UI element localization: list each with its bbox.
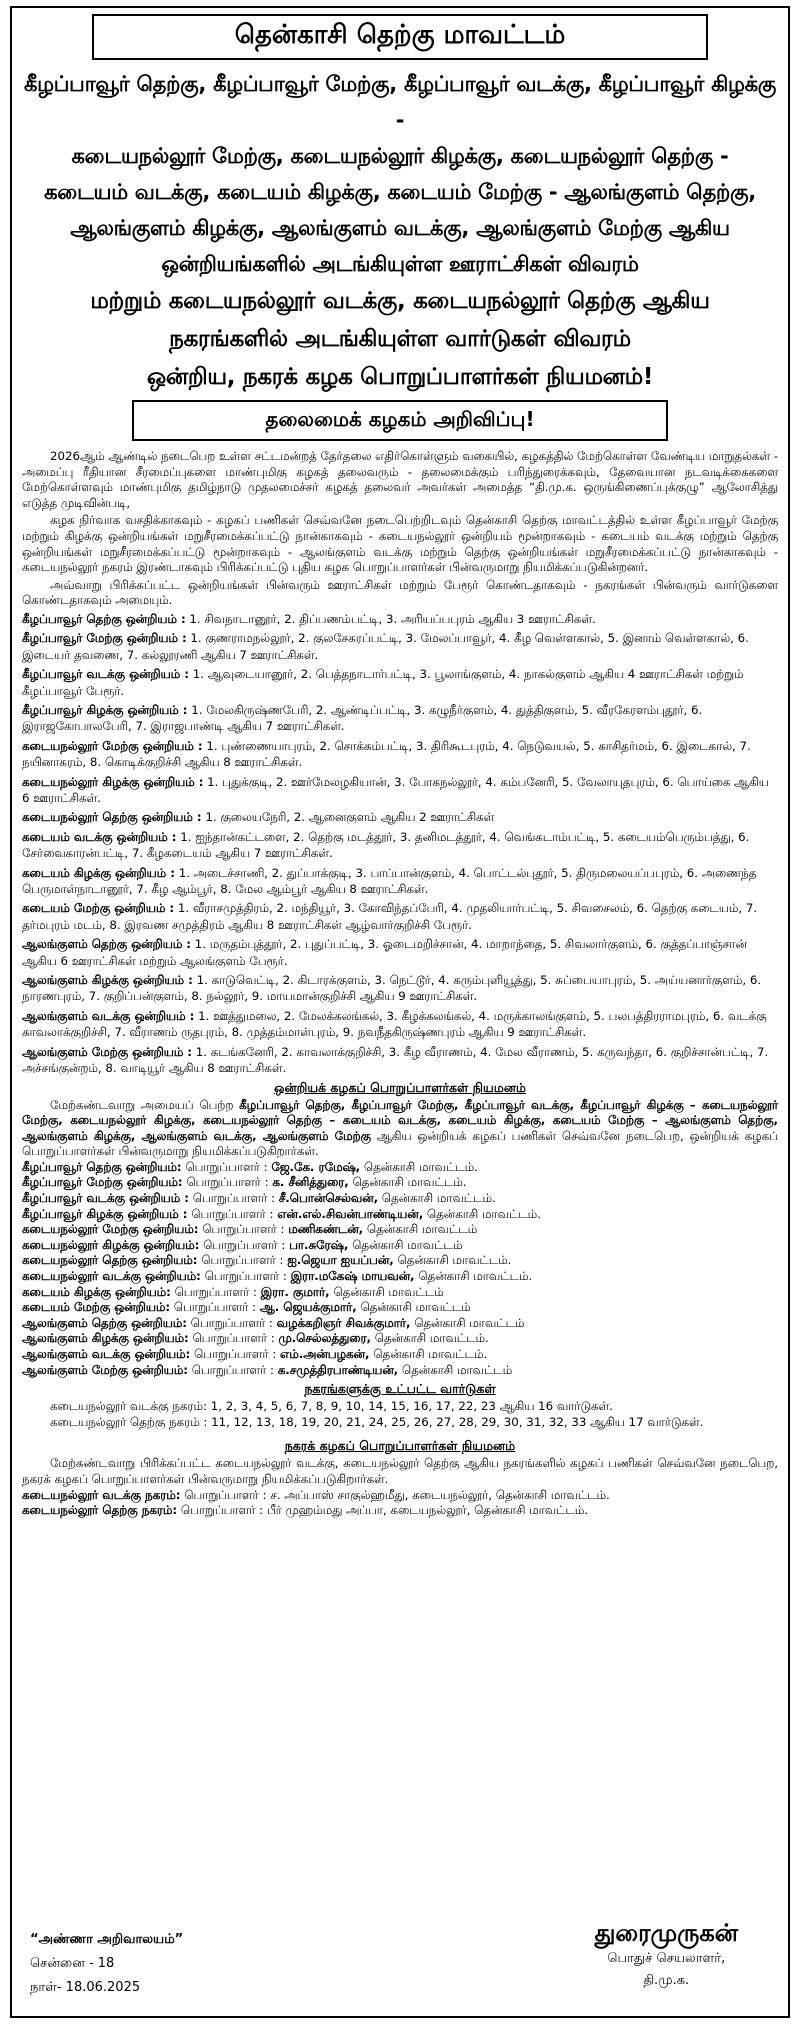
town-name: கடையநல்லூர் வடக்கு நகரம்: bbox=[22, 1487, 181, 1502]
appointment-role: பொறுப்பாளர் : bbox=[194, 1347, 277, 1361]
headline-line: கடையம் வடக்கு, கடையம் கிழக்கு, கடையம் மேற்கு - ஆலங்குளம் தெற்கு, bbox=[44, 180, 756, 204]
appointment-union: கீழப்பாவூர் கிழக்கு ஒன்றியம் : bbox=[22, 1206, 188, 1221]
union-villages: 1. குலையநேரி, 2. ஆனைகுளம் ஆகிய 2 ஊராட்சிகள் bbox=[201, 810, 495, 825]
appointment-union: கடையநல்லூர் கிழக்கு ஒன்றியம்: bbox=[22, 1237, 200, 1252]
appointment-person: ஐ.ஜெயா ஐயப்பன், bbox=[287, 1253, 394, 1268]
appointment-role: பொறுப்பாளர் : bbox=[173, 1300, 257, 1315]
appointment-row bbox=[22, 1175, 778, 1191]
wards-heading: நகரங்களுக்கு உட்பட்ட வார்டுகள் bbox=[304, 1381, 496, 1397]
appointment-row bbox=[22, 1285, 778, 1301]
appointment-person: சீ.பொன்செல்வன், bbox=[278, 1191, 379, 1206]
union-villages: 1. ஆவுடையானூர், 2. பெத்தநாடார்பட்டி, 3. பூலாங்குளம், 4. நாகல்குளம் ஆகிய 4 ஊராட்சிகள் மற்றும் கீழப்பாவூர் பேரூர். bbox=[22, 667, 744, 698]
union-entry bbox=[22, 630, 778, 663]
union-villages: 1. ஐந்தான்கட்டளை, 2. தெற்கு மடத்தூர், 3. தனிமடத்தூர், 4. வெங்கடாம்பட்டி, 5. கடையம்பெரும்பத்து, 6. சேர்வைகாரன்பட்டி, 7. கீழகடையம் ஆகிய 7 ஊராட்சிகள். bbox=[22, 829, 750, 861]
headline-line: ஒன்றியங்களில் அடங்கியுள்ள ஊராட்சிகள் விவரம் bbox=[161, 252, 639, 276]
appointment-person: மு.செல்லத்துரை, bbox=[278, 1331, 372, 1346]
union-name: ஆலங்குளம் கிழக்கு ஒன்றியம் : bbox=[22, 973, 193, 988]
appointment-district: தென்காசி மாவட்டம் bbox=[360, 1300, 471, 1315]
union-entry bbox=[22, 936, 778, 969]
appointment-district: தென்காசி மாவட்டம். bbox=[381, 1191, 496, 1206]
ward-line: கடையநல்லூர் தெற்கு நகரம் : 11, 12, 13, 18, 19, 20, 21, 24, 25, 26, 27, 28, 29, 30, 31, 32, 33 ஆகிய 17 வார்டுகள். bbox=[50, 1414, 704, 1429]
appointment-district: தென்காசி மாவட்டம். bbox=[374, 1331, 489, 1346]
appointment-union: ஆலங்குளம் வடக்கு ஒன்றியம்: bbox=[22, 1347, 191, 1361]
town-appointments-heading: நகரக் கழகப் பொறுப்பாளர்கள் நியமனம் bbox=[284, 1438, 516, 1454]
union-entry bbox=[22, 900, 778, 933]
union-name: ஆலங்குளம் வடக்கு ஒன்றியம் : bbox=[22, 1008, 195, 1023]
union-entry bbox=[22, 865, 778, 898]
intro-text: ஆகிய ஒன்றியக் கழகப் பணிகள் செவ்வனே நடைபெற, ஒன்றியக் கழகப் பொறுப்பாளர்கள் பின்வருமாறு நியமிக்கப்படுகிறார்கள். bbox=[22, 1128, 778, 1159]
appointment-row bbox=[22, 1347, 778, 1363]
footer bbox=[22, 1918, 778, 2010]
union-appointments-intro bbox=[22, 1098, 778, 1160]
appointment-row bbox=[22, 1316, 778, 1332]
union-villages: 1. கடங்கனேரி, 2. காவலாக்குறிச்சி, 3. கீழ வீராணம், 4. மேல வீராணம், 5. கருவந்தா, 6. குறிச்சான்பட்டி, 7. அச்சங்குன்றம், 8. வாடியூர் ஆகிய 8 ஊராட்சிகள். bbox=[22, 1044, 769, 1076]
headline-line: கீழப்பாவூர் தெற்கு, கீழப்பாவூர் மேற்கு, கீழப்பாவூர் வடக்கு, கீழப்பாவூர் கிழக்கு - bbox=[24, 72, 776, 132]
appointment-person: க.சமுத்திரபாண்டியன், bbox=[277, 1362, 399, 1377]
office-address bbox=[30, 1928, 183, 2000]
union-name: கீழப்பாவூர் மேற்கு ஒன்றியம் : bbox=[22, 631, 187, 646]
announcement-title: தலைமைக் கழகம் அறிவிப்பு! bbox=[132, 400, 668, 441]
headline-line: ஆலங்குளம் கிழக்கு, ஆலங்குளம் வடக்கு, ஆலங்குளம் மேற்கு ஆகிய bbox=[70, 216, 730, 240]
union-name: கடையம் மேற்கு ஒன்றியம் : bbox=[22, 901, 175, 916]
union-entry bbox=[22, 1044, 778, 1077]
town-appointee: பொறுப்பாளர் : பீர் முஹம்மது அப்பா, கடையநல்லூர், தென்காசி மாவட்டம். bbox=[177, 1503, 589, 1518]
appointment-row bbox=[22, 1363, 778, 1379]
appointment-union: கடையநல்லூர் மேற்கு ஒன்றியம்: bbox=[22, 1222, 199, 1237]
signatory-name: துரைமுருகன் bbox=[594, 1919, 738, 1947]
appointment-person: என்.எல்.சிவன்பாண்டியன், bbox=[277, 1206, 424, 1221]
appointment-role: பொறுப்பாளர் : bbox=[185, 1159, 268, 1174]
union-entry bbox=[22, 738, 778, 771]
union-villages: 1. மருதம்புத்தூர், 2. புதுப்பட்டி, 3. ஓடைமறிச்சான், 4. மாறாந்தை, 5. சிவலார்குளம், 6. குத்தப்பாஞ்சான் ஆகிய 6 ஊராட்சிகள் மற்றும் ஆலங்குளம் பேரூர். bbox=[22, 937, 747, 968]
appointment-union: கடையநல்லூர் தெற்கு ஒன்றியம்: bbox=[22, 1253, 198, 1268]
union-name: கீழப்பாவூர் வடக்கு ஒன்றியம் : bbox=[22, 667, 189, 682]
signature-block bbox=[595, 1918, 738, 1992]
appointment-role: பொறுப்பாளர் : bbox=[203, 1237, 286, 1252]
appointment-district: தென்காசி மாவட்டம். bbox=[363, 1159, 478, 1174]
signatory-designation: பொதுச் செயலாளர், bbox=[607, 1951, 726, 1966]
union-entry bbox=[22, 972, 778, 1005]
appointment-row bbox=[22, 1253, 778, 1269]
union-name: ஆலங்குளம் மேற்கு ஒன்றியம் : bbox=[22, 1044, 193, 1059]
appointment-person: இரா. குமார், bbox=[260, 1284, 330, 1299]
appointment-district: தென்காசி மாவட்டம் bbox=[352, 1237, 463, 1252]
union-villages: 1. சிவநாடானூர், 2. திப்பணம்பட்டி, 3. அரியப்பபுரம் ஆகிய 3 ஊராட்சிகள். bbox=[185, 611, 596, 626]
union-appointments-heading: ஒன்றியக் கழகப் பொறுப்பாளர்கள் நியமனம் bbox=[273, 1079, 526, 1095]
appointment-district: தென்காசி மாவட்டம் bbox=[366, 1222, 478, 1237]
union-appointment-list bbox=[22, 1160, 778, 1378]
union-villages: 1. புதுக்குடி, 2. ஊர்மேலழகியான், 3. போகநல்லூர், 4. கம்பனேரி, 5. வேலாயுதபுரம், 6. பொய்கை ஆகிய 6 ஊராட்சிகள். bbox=[22, 774, 769, 805]
headline-line: கடையநல்லூர் மேற்கு, கடையநல்லூர் கிழக்கு, கடையநல்லூர் தெற்கு - bbox=[71, 144, 729, 168]
town-name: கடையநல்லூர் தெற்கு நகரம்: bbox=[22, 1503, 178, 1518]
headline-block bbox=[22, 66, 778, 396]
appointment-person: எம்.அன்பழகன், bbox=[280, 1347, 370, 1361]
appointment-union: கீழப்பாவூர் தெற்கு ஒன்றியம்: bbox=[22, 1159, 182, 1174]
intro-paragraph: 2026ஆம் ஆண்டில் நடைபெற உள்ள சட்டமன்றத் தேர்தலை எதிர்கொள்ளும் வகையில், கழகத்தில் மேற்கொள்ள வேண்டிய மாறுதல்கள் - அமைப்பு ரீதியான சீரமைப்புகளை மாண்புமிகு கழகத் தலைவரும் - தலைமைக்கும் பரிந்துரைக்கவும், தேவையான நடவடிக்கைகளை மேற்கொள்ளவும் மாண்புமிகு தமிழ்நாடு முதலமைச்சர் கழகத் தலைவர் அவர்கள் அமைத்த “தி.மு.க. ஒருங்கிணைப்புக்குழு” ஆலோசித்து எடுத்த முடிவின்படி, bbox=[22, 449, 778, 510]
party-name: தி.மு.க. bbox=[643, 1973, 690, 1988]
town-appointments-intro: மேற்கண்டவாறு பிரிக்கப்பட்ட கடையநல்லூர் வடக்கு, கடையநல்லூர் தெற்கு ஆகிய நகரங்களில் கழகப் பணிகள் செவ்வனே நடைபெற, நகரக் கழகப் பொறுப்பாளர்கள் பின்வருமாறு நியமிக்கப்படுகிறார்கள். bbox=[22, 1456, 778, 1486]
appointment-union: கீழப்பாவூர் மேற்கு ஒன்றியம்: bbox=[22, 1175, 183, 1190]
appointment-role: பொறுப்பாளர் : bbox=[202, 1222, 285, 1237]
appointment-district: தென்காசி மாவட்டம். bbox=[397, 1253, 512, 1268]
appointment-union: ஆலங்குளம் கிழக்கு ஒன்றியம்: bbox=[22, 1331, 189, 1346]
union-villages: 1. அடைச்சாணி, 2. துப்பாக்குடி, 3. பாப்பான்குளம், 4. பொட்டல்புதூர், 5. திருமலையப்பபுரம், 6. அணைந்த பெருமாள்நாடானூர், 7. கீழ ஆம்பூர், 8. மேல ஆம்பூர் ஆகிய 8 ஊராட்சிகள். bbox=[22, 865, 757, 897]
appointment-role: பொறுப்பாளர் : bbox=[204, 1269, 287, 1284]
appointment-district: தென்காசி மாவட்டம் bbox=[333, 1284, 444, 1299]
issue-date: நாள்- 18.06.2025 bbox=[30, 1980, 141, 1995]
union-name: கடையநல்லூர் தெற்கு ஒன்றியம் : bbox=[22, 810, 202, 825]
town-appointment-row bbox=[22, 1503, 778, 1519]
intro-text: மேற்கண்டவாறு அமையப் பெற்ற bbox=[50, 1097, 240, 1112]
appointment-district: தென்காசி மாவட்டம். bbox=[352, 1175, 467, 1190]
office-name: “அண்ணா அறிவாலயம்” bbox=[30, 1932, 184, 1947]
union-villages: 1. காடுவெட்டி, 2. கிடாரக்குளம், 3. நெட்டூர், 4. கரும்புளியூத்து, 5. சுப்பையாபுரம், 5. அய்யனார்குளம், 6. நாரணபுரம், 7. குறிப்பன்குளம், 8. நல்லூர், 9. மாயமான்குறிச்சி ஆகிய 9 ஊராட்சிகள். bbox=[22, 973, 762, 1004]
headline-line: ஒன்றிய, நகரக் கழக பொறுப்பாளர்கள் நியமனம்! bbox=[146, 364, 654, 390]
union-villages: 1. குணராமநல்லூர், 2. குலசேகரப்பட்டி, 3. மேலப்பாவூர், 4. கீழ வெள்ளகால், 5. இனாம் வெள்ளகால், 6. இடையர் தவணை, 7. கல்லூரணி ஆகிய 7 ஊராட்சிகள். bbox=[22, 631, 749, 662]
appointment-row bbox=[22, 1160, 778, 1176]
appointment-district: தென்காசி மாவட்டம் bbox=[414, 1315, 525, 1330]
appointment-role: பொறுப்பாளர் : bbox=[191, 1362, 274, 1377]
ward-line: கடையநல்லூர் வடக்கு நகரம்: 1, 2, 3, 4, 5, 6, 7, 8, 9, 10, 14, 15, 16, 17, 22, 23 ஆகிய 16 வார்டுகள். bbox=[50, 1399, 613, 1414]
appointment-row bbox=[22, 1331, 778, 1347]
appointment-person: பா.சுரேஷ், bbox=[289, 1237, 349, 1252]
intro-paragraph: அவ்வாறு பிரிக்கப்பட்ட ஒன்றியங்கள் பின்வரும் ஊராட்சிகள் மற்றும் பேரூர் கொண்டதாகவும் - நகரங்கள் பின்வரும் வார்டுகளை கொண்டதாகவும் அமையும். bbox=[22, 577, 778, 608]
union-villages: 1. ஊத்துமலை, 2. மேலக்கலங்கல், 3. கீழக்கலங்கல், 4. மருக்காலங்குளம், 5. பலபத்திரராமபுரம், 6. வடக்கு காவலாக்குறிச்சி, 7. வீராணம் ருதபுரம், 8. முத்தம்மாள்புரம், 9. நவநீதகிருஷ்ணபுரம் ஆகிய 9 ஊராட்சிகள். bbox=[22, 1008, 767, 1040]
appointment-row bbox=[22, 1238, 778, 1254]
union-entry bbox=[22, 702, 778, 735]
appointment-role: பொறுப்பாளர் : bbox=[201, 1253, 284, 1268]
union-name: கீழப்பாவூர் தெற்கு ஒன்றியம் : bbox=[22, 611, 186, 626]
appointment-row bbox=[22, 1207, 778, 1223]
appointment-role: பொறுப்பாளர் : bbox=[192, 1331, 275, 1346]
appointment-role: பொறுப்பாளர் : bbox=[186, 1175, 269, 1190]
union-name: கடையநல்லூர் மேற்கு ஒன்றியம் : bbox=[22, 738, 203, 753]
appointment-role: பொறுப்பாளர் : bbox=[190, 1315, 273, 1330]
appointment-row bbox=[22, 1191, 778, 1207]
union-name: ஆலங்குளம் தெற்கு ஒன்றியம் : bbox=[22, 937, 192, 952]
union-villages: 1. வீராசமுத்திரம், 2. மந்தியூர், 3. கோவிந்தப்பேரி, 4. முதலியார்பட்டி, 5. சிவசைலம், 6. தெற்கு கடையம், 7. தர்மபுரம் மடம், 8. இரவண சமுத்திரம் ஆகிய 8 ஊராட்சிகள் ஆழ்வார்குறிச்சி பேரூர். bbox=[22, 901, 758, 932]
appointment-person: ஜே.கே. ரமேஷ், bbox=[271, 1159, 361, 1174]
intro-paragraph: கழக நிர்வாக வசதிக்காகவும் - கழகப் பணிகள் செவ்வனே நடைபெற்றிடவும் தென்காசி தெற்கு மாவட்டத்தில் உள்ள கீழப்பாவூர் மேற்கு மற்றும் கிழக்கு ஒன்றியங்கள் மறுசீரமைக்கப்பட்டு நான்காகவும் - கடையநல்லூர் ஒன்றியம் மூன்றாகவும் - கடையம் வடக்கு மற்றும் தெற்கு ஒன்றியங்கள் மறுசீரமைக்கப்பட்டு மூன்றாகவும் - ஆலங்குளம் வடக்கு மற்றும் தெற்கு ஒன்றியங்கள் மறுசீரமைக்கப்பட்டு நான்காகவும் - கடையநல்லூர் நகரம் இரண்டாகவும் பிரிக்கப்பட்டு புதிய கழக பொறுப்பாளர்கள் பின்வருமாறு நியமிக்கப்படுகின்றனர். bbox=[22, 513, 778, 575]
union-name: கடையம் வடக்கு ஒன்றியம் : bbox=[22, 829, 177, 844]
headline-line: நகரங்களில் அடங்கியுள்ள வார்டுகள் விவரம் bbox=[169, 326, 631, 352]
appointment-person: இரா.மகேஷ் மாயவன், bbox=[290, 1269, 415, 1284]
appointment-row bbox=[22, 1300, 778, 1316]
union-entry bbox=[22, 809, 778, 825]
appointment-district: தென்காசி மாவட்டம். bbox=[426, 1206, 541, 1221]
appointment-district: தென்காசி மாவட்டம். bbox=[373, 1347, 488, 1361]
office-city: சென்னை - 18 bbox=[30, 1956, 115, 1971]
union-entry bbox=[22, 666, 778, 699]
appointment-person: மணிகண்டன், bbox=[288, 1222, 364, 1237]
district-title: தென்காசி தெற்கு மாவட்டம் bbox=[92, 14, 708, 60]
union-entry bbox=[22, 611, 778, 627]
appointment-role: பொறுப்பாளர் : bbox=[192, 1191, 275, 1206]
union-name: கடையம் கிழக்கு ஒன்றியம் : bbox=[22, 865, 175, 880]
appointment-union: கீழப்பாவூர் வடக்கு ஒன்றியம் : bbox=[22, 1191, 189, 1206]
appointment-union: கடையம் கிழக்கு ஒன்றியம்: bbox=[22, 1284, 171, 1299]
town-appointment-row bbox=[22, 1488, 778, 1504]
notice-page bbox=[10, 6, 790, 2018]
appointment-person: வழக்கறிஞர் சிவக்குமார், bbox=[276, 1315, 411, 1330]
union-entry bbox=[22, 1008, 778, 1041]
union-villages: 1. புண்ணையாபுரம், 2. சொக்கம்பட்டி, 3. திரிகூடபுரம், 4. நெடுவயல், 5. காசிதர்மம், 6. இடைகால், 7. நயினாகரம், 8. கொடிக்குறிச்சி ஆகிய 8 ஊராட்சிகள். bbox=[22, 738, 751, 770]
appointment-union: கடையம் மேற்கு ஒன்றியம்: bbox=[22, 1300, 171, 1315]
intro-unions: கீழப்பாவூர் தெற்கு, கீழப்பாவூர் மேற்கு, கீழப்பாவூர் வடக்கு, கீழப்பாவூர் கிழக்கு – கடையநல்லூர் மேற்கு, கடையநல்லூர் கிழக்கு, கடையநல்லூர் தெற்கு – கடையம் வடக்கு, கடையம் கிழக்கு, கடையம் மேற்கு – ஆலங்குளம் தெற்கு, ஆலங்குளம் கிழக்கு, ஆலங்குளம் வடக்கு, ஆலங்குளம் மேற்கு bbox=[22, 1097, 778, 1143]
headline-line: மற்றும் கடையநல்லூர் வடக்கு, கடையநல்லூர் தெற்கு ஆகிய bbox=[90, 288, 710, 314]
appointment-union: ஆலங்குளம் மேற்கு ஒன்றியம்: bbox=[22, 1362, 188, 1377]
union-entry bbox=[22, 829, 778, 862]
appointment-role: பொறுப்பாளர் : bbox=[191, 1206, 274, 1221]
town-appointee: பொறுப்பாளர் : ச. அப்பாஸ் சாகுல்ஹமீது, கடையநல்லூர், தென்காசி மாவட்டம். bbox=[180, 1487, 610, 1502]
appointment-person: க. சீனித்துரை, bbox=[272, 1175, 349, 1190]
union-list bbox=[22, 611, 778, 1077]
appointment-person: ஆ. ஜெயக்குமார், bbox=[259, 1300, 357, 1315]
appointment-union: ஆலங்குளம் தெற்கு ஒன்றியம்: bbox=[22, 1315, 187, 1330]
appointment-row bbox=[22, 1269, 778, 1285]
appointment-role: பொறுப்பாளர் : bbox=[174, 1284, 257, 1299]
appointment-district: தென்காசி மாவட்டம். bbox=[418, 1269, 533, 1284]
appointment-row bbox=[22, 1222, 778, 1238]
union-villages: 1. மேலகிருஷ்ணபேரி, 2. ஆண்டிப்பட்டி, 3. கழுநீர்குளம், 4. துத்திகுளம், 5. வீரகேரளம்புதூர், 6. இராஜகோபாலபேரி, 7. இராஜபாண்டி ஆகிய 7 ஊராட்சிகள். bbox=[22, 702, 703, 734]
union-name: கீழப்பாவூர் கிழக்கு ஒன்றியம் : bbox=[22, 702, 188, 717]
union-name: கடையநல்லூர் கிழக்கு ஒன்றியம் : bbox=[22, 774, 204, 789]
appointment-district: தென்காசி மாவட்டம் bbox=[401, 1362, 513, 1377]
appointment-union: கடையநல்லூர் வடக்கு ஒன்றியம்: bbox=[22, 1269, 201, 1284]
union-entry bbox=[22, 774, 778, 807]
